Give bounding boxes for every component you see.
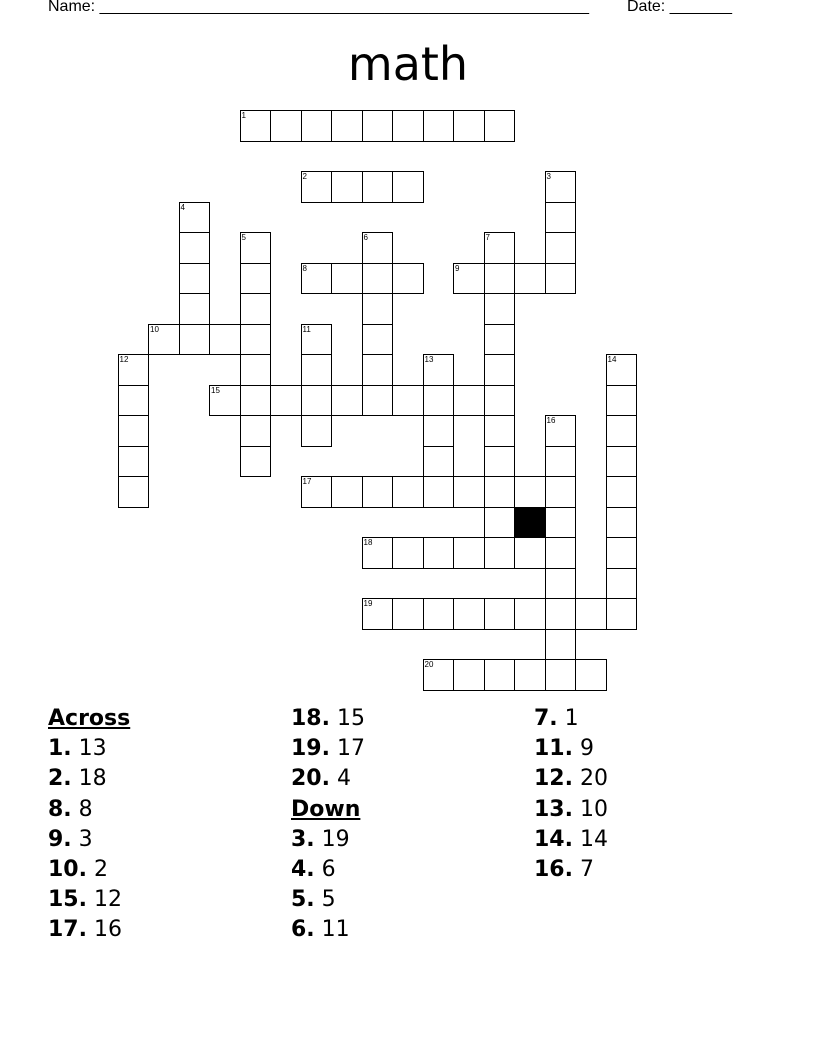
- grid-cell[interactable]: [392, 110, 424, 142]
- clue-number: 15.: [48, 887, 87, 913]
- clue-column-3: [534, 704, 608, 885]
- clue-item: [291, 734, 365, 764]
- grid-cell[interactable]: [606, 568, 638, 600]
- grid-cell[interactable]: [331, 110, 363, 142]
- grid-cell[interactable]: [301, 415, 333, 447]
- clue-item: [48, 855, 130, 885]
- grid-cell[interactable]: [148, 324, 180, 356]
- date-field-label[interactable]: Date: _______: [627, 0, 732, 15]
- clue-item: [291, 885, 365, 915]
- grid-cell[interactable]: [545, 171, 577, 203]
- cell-number: 10: [150, 324, 159, 334]
- grid-cell[interactable]: [362, 537, 394, 569]
- clue-number: 1.: [48, 736, 72, 762]
- cell-number: 6: [363, 233, 368, 242]
- cell-number: 12: [119, 355, 129, 364]
- grid-cell[interactable]: [240, 385, 272, 417]
- grid-cell[interactable]: [362, 385, 394, 417]
- grid-cell[interactable]: [179, 293, 211, 325]
- grid-cell[interactable]: [118, 385, 150, 417]
- grid-cell[interactable]: [362, 324, 394, 356]
- grid-cell[interactable]: [240, 110, 272, 142]
- grid-cell[interactable]: [179, 263, 211, 295]
- clue-item: [48, 795, 130, 825]
- clue-item: [291, 764, 365, 794]
- grid-cell[interactable]: [240, 415, 272, 447]
- grid-cell[interactable]: [392, 385, 424, 417]
- grid-cell[interactable]: [453, 110, 485, 142]
- grid-cell[interactable]: [575, 659, 607, 691]
- grid-cell[interactable]: [545, 598, 577, 630]
- clue-text: 2: [93, 857, 108, 883]
- grid-cell[interactable]: [301, 354, 333, 386]
- clue-item: [48, 885, 130, 915]
- grid-cell[interactable]: [484, 446, 516, 478]
- clue-column-1: [48, 704, 130, 946]
- grid-cell[interactable]: [118, 446, 150, 478]
- clue-number: 13.: [534, 796, 573, 822]
- grid-cell[interactable]: [545, 232, 577, 264]
- clue-number: 20.: [291, 766, 330, 792]
- grid-cell[interactable]: [453, 385, 485, 417]
- grid-cell[interactable]: [545, 537, 577, 569]
- clue-text: 10: [579, 796, 608, 822]
- grid-cell[interactable]: [514, 537, 546, 569]
- grid-cell[interactable]: [606, 385, 638, 417]
- grid-cell[interactable]: [606, 476, 638, 508]
- clue-item: [534, 734, 608, 764]
- grid-cell[interactable]: [453, 476, 485, 508]
- grid-cell[interactable]: [606, 507, 638, 539]
- grid-cell[interactable]: [362, 171, 394, 203]
- grid-cell[interactable]: [484, 476, 516, 508]
- clue-text: 13: [78, 736, 107, 762]
- grid-cell[interactable]: [545, 263, 577, 295]
- name-field-label[interactable]: Name: _______________________________________________________: [48, 0, 589, 15]
- clue-item: [291, 915, 365, 945]
- grid-cell[interactable]: [240, 446, 272, 478]
- grid-cell[interactable]: [240, 232, 272, 264]
- grid-cell[interactable]: [484, 232, 516, 264]
- grid-cell[interactable]: [423, 110, 455, 142]
- grid-cell[interactable]: [484, 263, 516, 295]
- grid-cell[interactable]: [362, 232, 394, 264]
- grid-cell[interactable]: [423, 537, 455, 569]
- clue-text: 9: [579, 736, 594, 762]
- clue-number: 11.: [534, 736, 573, 762]
- grid-cell[interactable]: [606, 598, 638, 630]
- page-title: math: [347, 37, 469, 91]
- grid-cell[interactable]: [118, 354, 150, 386]
- clue-column-2: [291, 704, 365, 946]
- grid-cell[interactable]: [301, 171, 333, 203]
- grid-cell[interactable]: [392, 537, 424, 569]
- clue-number: 9.: [48, 826, 72, 852]
- cell-number: 3: [546, 172, 551, 181]
- grid-cell[interactable]: [514, 659, 546, 691]
- grid-cell[interactable]: [423, 598, 455, 630]
- grid-cell[interactable]: [118, 476, 150, 508]
- grid-cell[interactable]: [545, 476, 577, 508]
- clue-text: 20: [579, 766, 608, 792]
- grid-cell[interactable]: [362, 110, 394, 142]
- grid-cell[interactable]: [514, 263, 546, 295]
- grid-cell[interactable]: [179, 324, 211, 356]
- grid-cell[interactable]: [484, 324, 516, 356]
- grid-cell[interactable]: [331, 263, 363, 295]
- grid-cell[interactable]: [453, 537, 485, 569]
- grid-cell[interactable]: [453, 598, 485, 630]
- grid-cell[interactable]: [423, 415, 455, 447]
- grid-cell[interactable]: [392, 263, 424, 295]
- clue-item: [291, 704, 365, 734]
- clue-number: 4.: [291, 857, 315, 883]
- clue-number: 10.: [48, 857, 87, 883]
- clue-number: 19.: [291, 736, 330, 762]
- clue-item: [48, 764, 130, 794]
- grid-cell[interactable]: [545, 629, 577, 661]
- cell-number: 7: [485, 233, 490, 242]
- cell-number: 14: [607, 355, 617, 364]
- clue-item: [48, 825, 130, 855]
- grid-cell[interactable]: [606, 415, 638, 447]
- grid-cell[interactable]: [514, 476, 546, 508]
- clue-text: 8: [78, 796, 93, 822]
- cell-number: 15: [211, 385, 220, 395]
- grid-cell[interactable]: [484, 293, 516, 325]
- grid-cell[interactable]: [484, 385, 516, 417]
- clue-item: [48, 734, 130, 764]
- grid-cell[interactable]: [484, 110, 516, 142]
- grid-cell[interactable]: [545, 446, 577, 478]
- grid-cell[interactable]: [179, 232, 211, 264]
- clue-number: 3.: [291, 826, 315, 852]
- grid-cell[interactable]: [240, 293, 272, 325]
- grid-cell[interactable]: [484, 598, 516, 630]
- grid-cell[interactable]: [453, 263, 485, 295]
- clue-item: [291, 825, 365, 855]
- clue-text: 6: [321, 857, 336, 883]
- grid-cell[interactable]: [423, 354, 455, 386]
- grid-cell[interactable]: [331, 385, 363, 417]
- clue-number: 5.: [291, 887, 315, 913]
- cell-number: 13: [424, 355, 434, 364]
- grid-cell[interactable]: [301, 476, 333, 508]
- grid-cell[interactable]: [484, 507, 516, 539]
- grid-cell[interactable]: [484, 354, 516, 386]
- grid-cell[interactable]: [423, 446, 455, 478]
- clue-text: 12: [93, 887, 122, 913]
- grid-cell[interactable]: [606, 446, 638, 478]
- clue-number: 16.: [534, 857, 573, 883]
- clue-text: 3: [78, 826, 93, 852]
- grid-cell[interactable]: [362, 476, 394, 508]
- cell-number: 16: [546, 416, 556, 425]
- clue-number: 7.: [534, 706, 558, 731]
- grid-cell[interactable]: [301, 110, 333, 142]
- clue-item: [291, 855, 365, 885]
- grid-cell[interactable]: [179, 202, 211, 234]
- cell-number: 2: [302, 172, 307, 181]
- grid-cell[interactable]: [270, 110, 302, 142]
- grid-cell[interactable]: [240, 263, 272, 295]
- clue-item: [534, 795, 608, 825]
- grid-cell[interactable]: [575, 598, 607, 630]
- grid-cell[interactable]: [362, 354, 394, 386]
- grid-cell[interactable]: [514, 598, 546, 630]
- clue-number: 2.: [48, 766, 72, 792]
- cell-number: 4: [180, 202, 185, 212]
- clue-item: [534, 855, 608, 885]
- grid-cell[interactable]: [209, 324, 241, 356]
- grid-cell[interactable]: [392, 171, 424, 203]
- grid-cell[interactable]: [270, 385, 302, 417]
- grid-cell[interactable]: [118, 415, 150, 447]
- cell-number: 17: [302, 477, 312, 486]
- cell-number: 5: [241, 233, 246, 242]
- clue-number: 12.: [534, 766, 573, 792]
- grid-cell[interactable]: [423, 476, 455, 508]
- clue-text: 11: [321, 917, 350, 943]
- grid-cell[interactable]: [484, 659, 516, 691]
- grid-cell[interactable]: [301, 324, 333, 356]
- cell-number: 1: [241, 111, 246, 120]
- grid-cell[interactable]: [301, 385, 333, 417]
- clue-heading-across: Across: [48, 706, 131, 731]
- grid-cell[interactable]: [423, 385, 455, 417]
- grid-cell[interactable]: [392, 476, 424, 508]
- clue-item: [534, 825, 608, 855]
- clue-text: 19: [321, 826, 350, 852]
- grid-cell[interactable]: [301, 263, 333, 295]
- clue-text: 1: [564, 706, 579, 731]
- cell-number: 18: [363, 538, 373, 547]
- clue-item: [48, 915, 130, 945]
- grid-cell[interactable]: [545, 659, 577, 691]
- clue-text: 5: [321, 887, 336, 913]
- grid-cell[interactable]: [240, 354, 272, 386]
- grid-cell[interactable]: [331, 171, 363, 203]
- cell-number: 20: [424, 660, 434, 669]
- grid-cell[interactable]: [240, 324, 272, 356]
- cell-number: 9: [455, 263, 460, 273]
- clue-text: 17: [336, 736, 365, 762]
- grid-cell[interactable]: [545, 568, 577, 600]
- grid-cell[interactable]: [362, 263, 394, 295]
- clue-item: [534, 764, 608, 794]
- clue-text: 15: [336, 706, 365, 731]
- grid-cell[interactable]: [362, 293, 394, 325]
- grid-cell[interactable]: [545, 507, 577, 539]
- grid-cell[interactable]: [606, 537, 638, 569]
- cell-number: 11: [302, 324, 311, 334]
- clue-number: 18.: [291, 706, 330, 731]
- grid-cell[interactable]: [606, 354, 638, 386]
- clue-number: 6.: [291, 917, 315, 943]
- clue-heading-down: Down: [291, 796, 361, 822]
- grid-cell[interactable]: [484, 415, 516, 447]
- grid-cell[interactable]: [331, 476, 363, 508]
- clue-number: 8.: [48, 796, 72, 822]
- grid-block-black: [514, 507, 546, 539]
- cell-number: 8: [302, 263, 307, 273]
- clue-text: 7: [579, 857, 594, 883]
- grid-cell[interactable]: [484, 537, 516, 569]
- grid-cell[interactable]: [362, 598, 394, 630]
- clue-text: 16: [93, 917, 122, 943]
- clue-number: 17.: [48, 917, 87, 943]
- grid-cell[interactable]: [209, 385, 241, 417]
- grid-cell[interactable]: [453, 659, 485, 691]
- cell-number: 19: [363, 599, 373, 608]
- clue-number: 14.: [534, 826, 573, 852]
- grid-cell[interactable]: [545, 202, 577, 234]
- grid-cell[interactable]: [545, 415, 577, 447]
- grid-cell[interactable]: [392, 598, 424, 630]
- clue-text: 14: [579, 826, 608, 852]
- clue-text: 4: [336, 766, 351, 792]
- clue-text: 18: [78, 766, 107, 792]
- grid-cell[interactable]: [423, 659, 455, 691]
- clue-item: [534, 704, 608, 734]
